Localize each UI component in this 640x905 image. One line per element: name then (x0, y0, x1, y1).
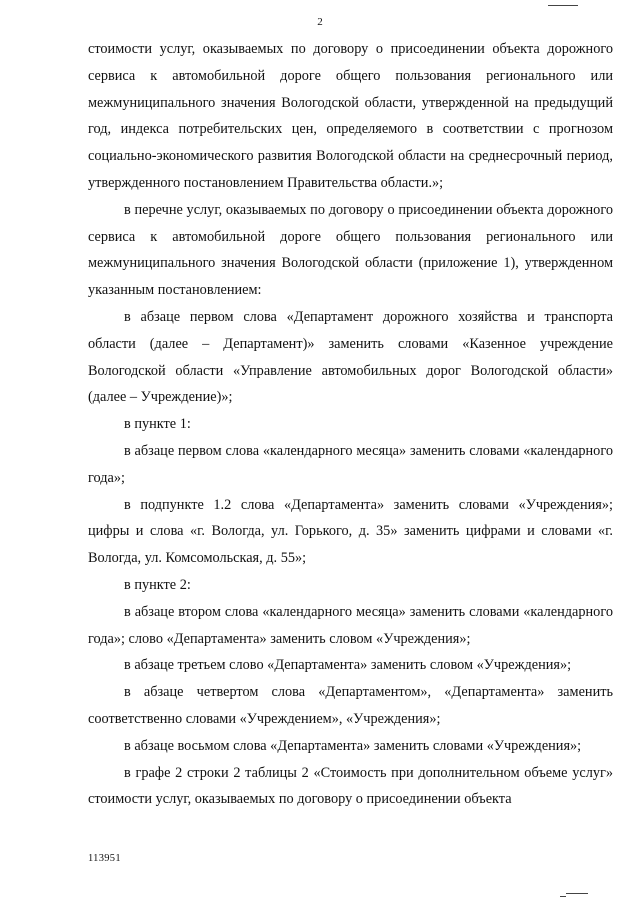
paragraph: в абзаце восьмом слова «Департамента» заменить словами «Учреждения»; (124, 737, 582, 754)
paragraph: в графе 2 строки 2 таблицы 2 «Стоимость при дополнительном объеме услуг» стоимости услуг, оказываемых по договору о присоединении объекта (88, 764, 613, 808)
scan-artifact-bottom (566, 893, 588, 894)
document-code: 113951 (88, 853, 121, 864)
paragraph: в перечне услуг, оказываемых по договору о присоединении объекта дорожного сервиса к автомобильной дороге общего пользования регионального или межмуниципального значения Вологодской области (приложение 1), утвержденном указанным постановлением: (88, 201, 613, 299)
page-number: 2 (317, 16, 323, 28)
document-body (88, 36, 613, 813)
paragraph: в абзаце первом слова «календарного месяца» заменить словами «календарного года»; (88, 442, 613, 486)
scan-artifact-bottom-dot (560, 896, 566, 897)
scan-artifact-top (548, 5, 578, 6)
paragraph: в подпункте 1.2 слова «Департамента» заменить словами «Учреждения»; цифры и слова «г. Вологда, ул. Горького, д. 35» заменить цифрами и словами «г. Вологда, ул. Комсомольская, д. 55»; (88, 496, 613, 567)
paragraph: в абзаце третьем слово «Департамента» заменить словом «Учреждения»; (124, 657, 572, 674)
paragraph: в пункте 2: (124, 576, 191, 593)
paragraph-continuation: стоимости услуг, оказываемых по договору о присоединении объекта дорожного сервиса к автомобильной дороге общего пользования регионального или межмуниципального значения Вологодской области, утвержденной на предыдущий год, индекса потребительских цен, определяемого в соответствии с прогнозом социально-экономического развития Вологодской области на среднесрочный период, утвержденного постановлением Правительства области.»; (88, 41, 613, 191)
paragraph: в абзаце первом слова «Департамент дорожного хозяйства и транспорта области (далее – Департамент)» заменить словами «Казенное учреждение Вологодской области «Управление автомобильных дорог Вологодской области» (далее – Учреждение)»; (88, 308, 613, 406)
paragraph: в абзаце четвертом слова «Департаментом», «Департамента» заменить соответственно словами «Учреждением», «Учреждения»; (88, 684, 613, 727)
paragraph: в пункте 1: (124, 416, 191, 433)
paragraph: в абзаце втором слова «календарного месяца» заменить словами «календарного года»; слово «Департамента» заменить словом «Учреждения»; (88, 603, 613, 647)
